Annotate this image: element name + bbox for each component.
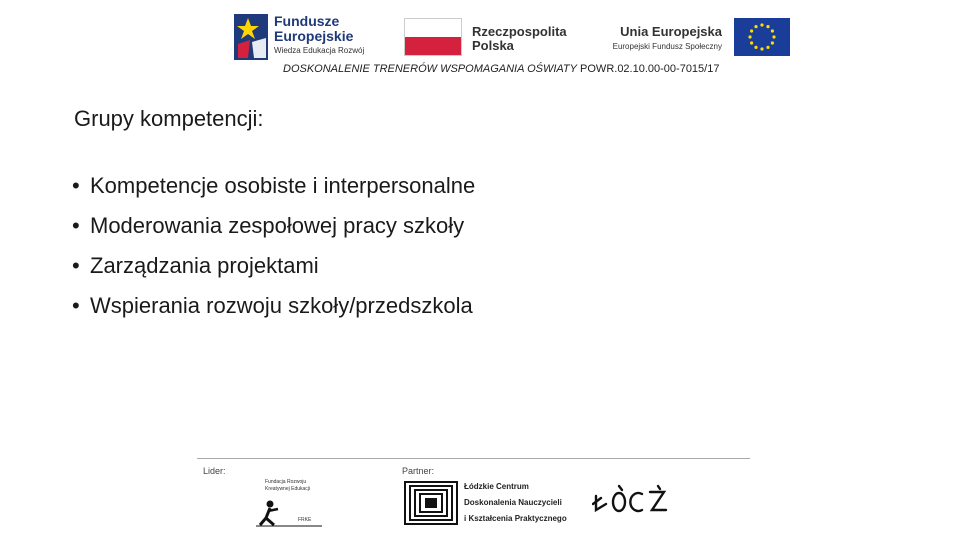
list-item (72, 286, 475, 326)
fundusze-subtitle: Wiedza Edukacja Rozwój (274, 46, 365, 55)
frke-text-line1: Fundacja Rozwoju (265, 479, 307, 485)
polish-flag-icon (404, 18, 462, 56)
list-item-text: Wspierania rozwoju szkoły/przedszkola (90, 293, 473, 318)
bullet-icon: • (72, 213, 80, 238)
list-item-text: Moderowania zespołowej pracy szkoły (90, 213, 465, 238)
rzeczpospolita-line2: Polska (472, 38, 514, 53)
lcdn-text-line3: i Kształcenia Praktycznego (464, 514, 567, 523)
competence-list (72, 166, 475, 326)
eu-flag-icon (734, 18, 790, 56)
slide-heading: Grupy kompetencji: (74, 106, 264, 131)
header-logos (230, 10, 790, 62)
project-caption (283, 63, 719, 75)
partner-label: Partner: (402, 466, 435, 476)
frke-text-line2: Kreatywnej Edukacji (265, 486, 311, 492)
fundusze-title-line2: Europejskie (274, 28, 354, 44)
list-item-text: Zarządzania projektami (90, 253, 319, 278)
frke-text-line3: FRKE (298, 517, 312, 523)
lcdn-text-line1: Łódzkie Centrum (464, 482, 529, 491)
unia-line2: Europejski Fundusz Społeczny (612, 42, 722, 51)
lcdn-text-line2: Doskonalenia Nauczycieli (464, 498, 562, 507)
fundusze-europejskie-mark-icon (234, 14, 268, 60)
unia-line1: Unia Europejska (620, 24, 722, 39)
lider-label: Lider: (203, 466, 226, 476)
bullet-icon: • (72, 173, 80, 198)
project-code: POWR.02.10.00-00-7015/17 (576, 63, 720, 75)
list-item (72, 206, 475, 246)
rzeczpospolita-line1: Rzeczpospolita (472, 24, 567, 39)
list-item-text: Kompetencje osobiste i interpersonalne (90, 173, 476, 198)
project-name: DOSKONALENIE TRENERÓW WSPOMAGANIA OŚWIATY (283, 63, 577, 75)
fundusze-europejskie-logo (234, 12, 379, 64)
list-item (72, 166, 475, 206)
list-item (72, 246, 475, 286)
lodz-city-logo-icon (592, 484, 670, 514)
bullet-icon: • (72, 293, 80, 318)
rzeczpospolita-polska-logo (404, 16, 574, 60)
lcdn-logo-icon (404, 481, 458, 525)
fundusze-title-line1: Fundusze (274, 13, 340, 29)
bullet-icon: • (72, 253, 80, 278)
footer-divider (197, 458, 750, 459)
unia-europejska-logo (598, 18, 790, 60)
